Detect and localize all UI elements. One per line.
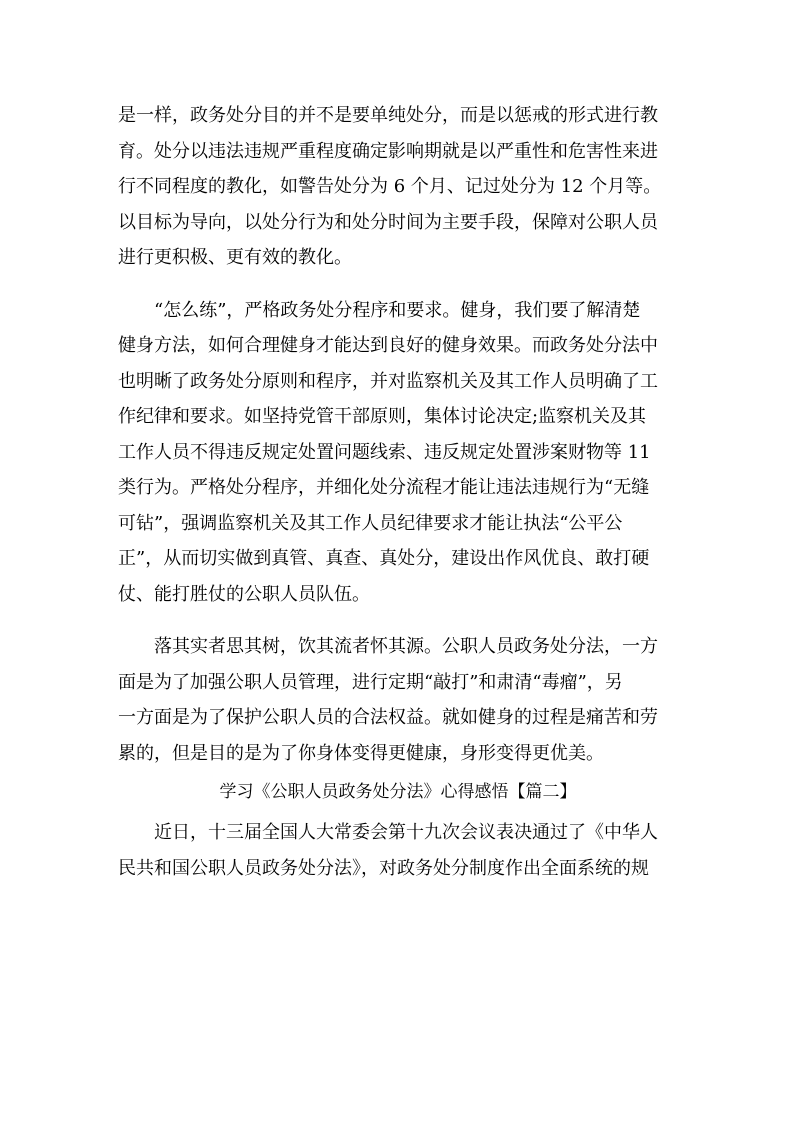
paragraph-2 [118,293,678,613]
paragraph-line: 可钻”，强调监察机关及其工作人员纪律要求才能让执法“公平公 [118,512,623,534]
paragraph-line: 仗、能打胜仗的公职人员队伍。 [118,583,370,605]
paragraph-line: 民共和国公职人员政务处分法》，对政务处分制度作出全面系统的规 [118,857,649,879]
paragraph-3 [118,629,678,771]
document-page [118,98,678,886]
paragraph-line: 面是为了加强公职人员管理，进行定期“敲打”和肃清“毒瘤”，另 [118,671,623,693]
paragraph-line: 健身方法，如何合理健身才能达到良好的健身效果。而政务处分法中 [118,335,658,356]
paragraph-line: 育。处分以违法违规严重程度确定影响期就是以严重性和危害性来进 [118,140,658,162]
paragraph-line: 近日，十三届全国人大常委会第十九次会议表决通过了《中华人 [154,822,658,843]
paragraph-line: “怎么练”，严格政务处分程序和要求。健身，我们要了解清楚 [154,299,641,321]
paragraph-line: 类行为。严格处分程序，并细化处分流程才能让违法违规行为“无缝 [118,477,650,498]
paragraph-line: 工作人员不得违反规定处置问题线索、违反规定处置涉案财物等 11 [118,441,651,463]
paragraph-line: 累的，但是目的是为了你身体变得更健康，身形变得更优美。 [118,742,604,764]
paragraph-line: 一方面是为了保护公职人员的合法权益。就如健身的过程是痛苦和劳 [118,707,658,728]
paragraph-line: 行不同程度的教化，如警告处分为 6 个月、记过处分为 12 个月等。 [118,176,662,197]
paragraph-4 [118,815,678,886]
paragraph-line: 以目标为导向，以处分行为和处分时间为主要手段，保障对公职人员 [118,211,658,233]
section-heading: 学习《公职人员政务处分法》心得感悟【篇二】 [219,782,577,802]
paragraph-line: 是一样，政务处分目的并不是要单纯处分，而是以惩戒的形式进行教 [118,105,658,126]
paragraph-1 [118,98,678,276]
paragraph-line: 作纪律和要求。如坚持党管干部原则，集体讨论决定;监察机关及其 [118,406,647,427]
paragraph-line: 也明晰了政务处分原则和程序，并对监察机关及其工作人员明确了工 [118,370,658,392]
paragraph-line: 落其实者思其树，饮其流者怀其源。公职人员政务处分法，一方 [154,636,658,657]
paragraph-line: 进行更积极、更有效的教化。 [118,247,352,268]
paragraph-line: 正”，从而切实做到真管、真查、真处分，建设出作风优良、敢打硬 [118,548,650,569]
